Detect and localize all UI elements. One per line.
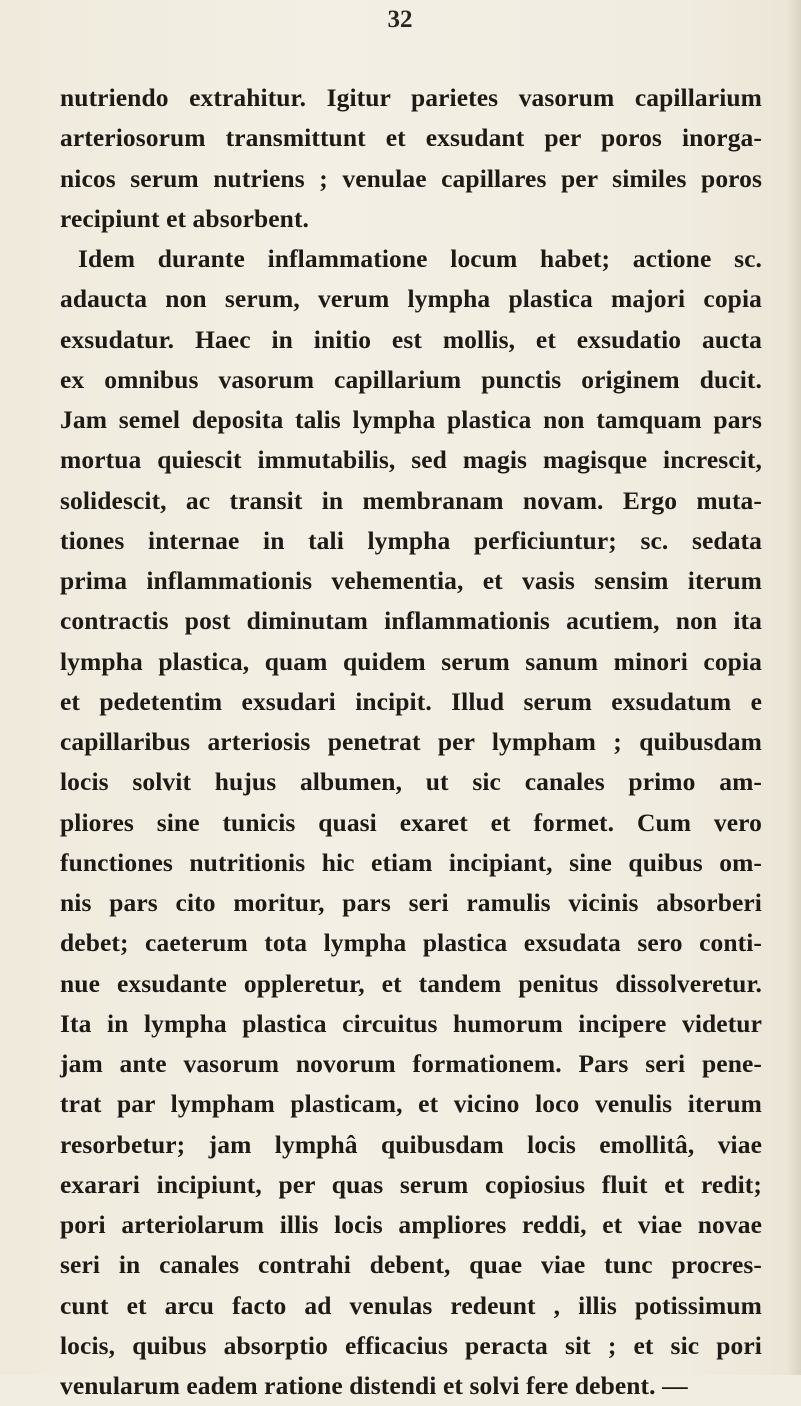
- text-line: venularum eadem ratione distendi et solvi fere debent. —: [60, 1371, 688, 1400]
- text-line: ex omnibus vasorum capillarium punctis originem ducit.: [60, 364, 762, 394]
- page-edge-shadow: [787, 0, 801, 1375]
- text-line: mortua quiescit immutabilis, sed magis magisque increscit,: [60, 445, 762, 475]
- text-line: pori arteriolarum illis locis ampliores reddi, et viae novae: [60, 1210, 762, 1239]
- text-line: solidescit, ac transit in membranam novam. Ergo muta-: [60, 485, 762, 515]
- body-text: [60, 78, 762, 1406]
- text-line: et pedetentim exsudari incipit. Illud serum exsudatum e: [60, 686, 762, 716]
- text-line: cunt et arcu facto ad venulas redeunt , illis potissimum: [60, 1290, 762, 1320]
- text-line: nis pars cito moritur, pars seri ramulis vicinis absorberi: [60, 888, 762, 917]
- text-line: arteriosorum transmittunt et exsudant per poros inorga-: [60, 123, 762, 153]
- text-line: Jam semel deposita talis lympha plastica non tamquam pars: [60, 405, 762, 434]
- text-line: debet; caeterum tota lympha plastica exsudata sero conti-: [60, 928, 762, 958]
- text-line: exsudatur. Haec in initio est mollis, et exsudatio aucta: [60, 324, 762, 354]
- text-line: nicos serum nutriens ; venulae capillares per similes poros: [60, 163, 762, 193]
- page-number: 32: [387, 6, 413, 33]
- text-line: pliores sine tunicis quasi exaret et formet. Cum vero: [60, 807, 762, 837]
- text-line: lympha plastica, quam quidem serum sanum minori copia: [60, 646, 762, 676]
- text-line: adaucta non serum, verum lympha plastica majori copia: [60, 284, 762, 314]
- text-line: exarari incipiunt, per quas serum copiosius fluit et redit;: [60, 1169, 762, 1199]
- text-line: capillaribus arteriosis penetrat per lympham ; quibusdam: [60, 727, 762, 756]
- text-line: seri in canales contrahi debent, quae viae tunc procres-: [60, 1250, 762, 1280]
- text-line: Idem durante inflammatione locum habet; actione sc.: [78, 244, 762, 273]
- text-line: nue exsudante oppleretur, et tandem penitus dissolveretur.: [60, 968, 762, 998]
- text-line: nutriendo extrahitur. Igitur parietes vasorum capillarium: [60, 83, 762, 112]
- text-line: recipiunt et absorbent.: [60, 203, 310, 233]
- text-line: jam ante vasorum novorum formationem. Pars seri pene-: [60, 1049, 762, 1078]
- text-line: Ita in lympha plastica circuitus humorum incipere videtur: [60, 1008, 762, 1038]
- text-line: prima inflammationis vehementia, et vasis sensim iterum: [60, 566, 762, 595]
- text-line: tiones internae in tali lympha perficiuntur; sc. sedata: [60, 525, 762, 555]
- text-line: locis solvit hujus albumen, ut sic canales primo am-: [60, 767, 762, 797]
- text-line: functiones nutritionis hic etiam incipiant, sine quibus om-: [60, 847, 762, 877]
- text-line: resorbetur; jam lymphâ quibusdam locis emollitâ, viae: [60, 1129, 762, 1159]
- text-line: contractis post diminutam inflammationis acutiem, non ita: [60, 606, 762, 636]
- text-line: trat par lympham plasticam, et vicino loco venulis iterum: [60, 1089, 762, 1119]
- text-line: locis, quibus absorptio efficacius peracta sit ; et sic pori: [60, 1330, 762, 1360]
